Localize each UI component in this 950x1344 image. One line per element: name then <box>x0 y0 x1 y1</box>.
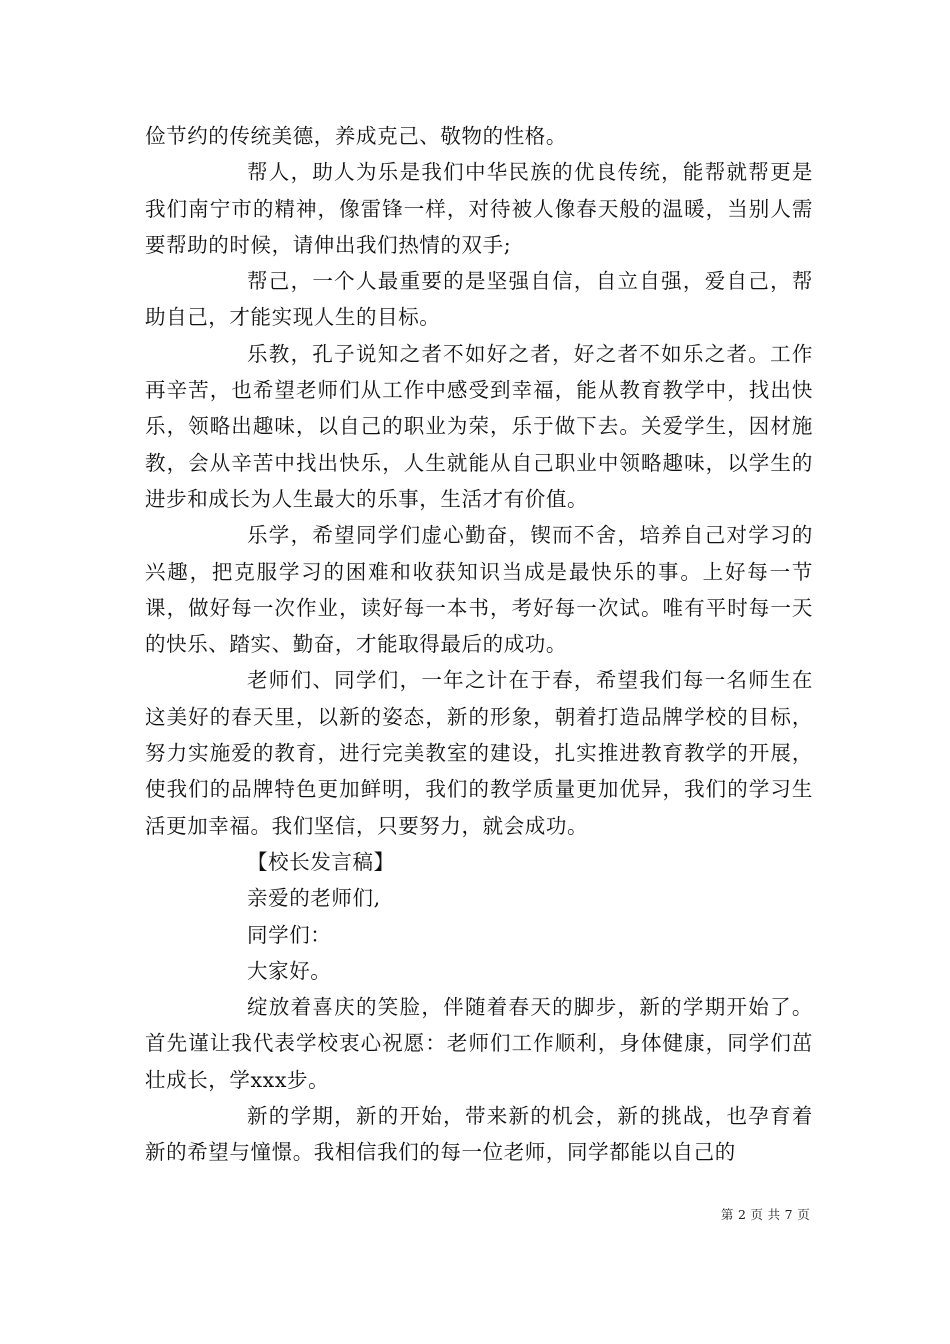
paragraph-joyful-teaching: 乐教，孔子说知之者不如好之者，好之者不如乐之者。工作再辛苦，也希望老师们从工作中感受到幸福，能从教育教学中，找出快乐，领略出趣味，以自己的职业为荣，乐于做下去。关爱学生，因材施教，会从辛苦中找出快乐，人生就能从自己职业中领略趣味，以学生的进步和成长为人生最大的乐事，生活才有价值。 <box>145 341 813 511</box>
salutation-students: 同学们： <box>247 922 332 947</box>
paragraph-continuation: 俭节约的传统美德，养成克己、敬物的性格。 <box>145 124 567 148</box>
page-number-footer: 第 2 页 共 7 页 <box>720 1207 810 1222</box>
paragraph-new-semester: 绽放着喜庆的笑脸，伴随着春天的脚步，新的学期开始了。首先谨让我代表学校衷心祝愿：老师们工作顺利，身体健康，同学们茁壮成长，学xxx步。 <box>145 995 813 1092</box>
salutation-teachers: 亲爱的老师们, <box>247 886 381 911</box>
document-body <box>145 118 813 1171</box>
paragraph-new-beginning: 新的学期，新的开始，带来新的机会，新的挑战，也孕育着新的希望与憧憬。我相信我们的每一位老师，同学都能以自己的 <box>145 1104 813 1165</box>
section-heading: 【校长发言稿】 <box>247 849 395 874</box>
paragraph-joyful-learning: 乐学，希望同学们虚心勤奋，锲而不舍，培养自己对学习的兴趣，把克服学习的困难和收获知识当成是最快乐的事。上好每一节课，做好每一次作业，读好每一本书，考好每一次试。唯有平时每一天的快乐、踏实、勤奋，才能取得最后的成功。 <box>145 523 813 657</box>
paragraph-helping-self: 帮己，一个人最重要的是坚强自信，自立自强，爱自己，帮助自己，才能实现人生的目标。 <box>145 269 813 330</box>
paragraph-helping-others: 帮人，助人为乐是我们中华民族的优良传统，能帮就帮更是我们南宁市的精神，像雷锋一样，对待被人像春天般的温暖，当别人需要帮助的时候，请伸出我们热情的双手; <box>145 160 813 257</box>
paragraph-closing-wish: 老师们、同学们，一年之计在于春，希望我们每一名师生在这美好的春天里，以新的姿态，新的形象，朝着打造品牌学校的目标，努力实施爱的教育，进行完美教室的建设，扎实推进教育教学的开展，使我们的品牌特色更加鲜明，我们的教学质量更加优异，我们的学习生活更加幸福。我们坚信，只要努力，就会成功。 <box>145 668 813 838</box>
greeting: 大家好。 <box>247 958 332 983</box>
